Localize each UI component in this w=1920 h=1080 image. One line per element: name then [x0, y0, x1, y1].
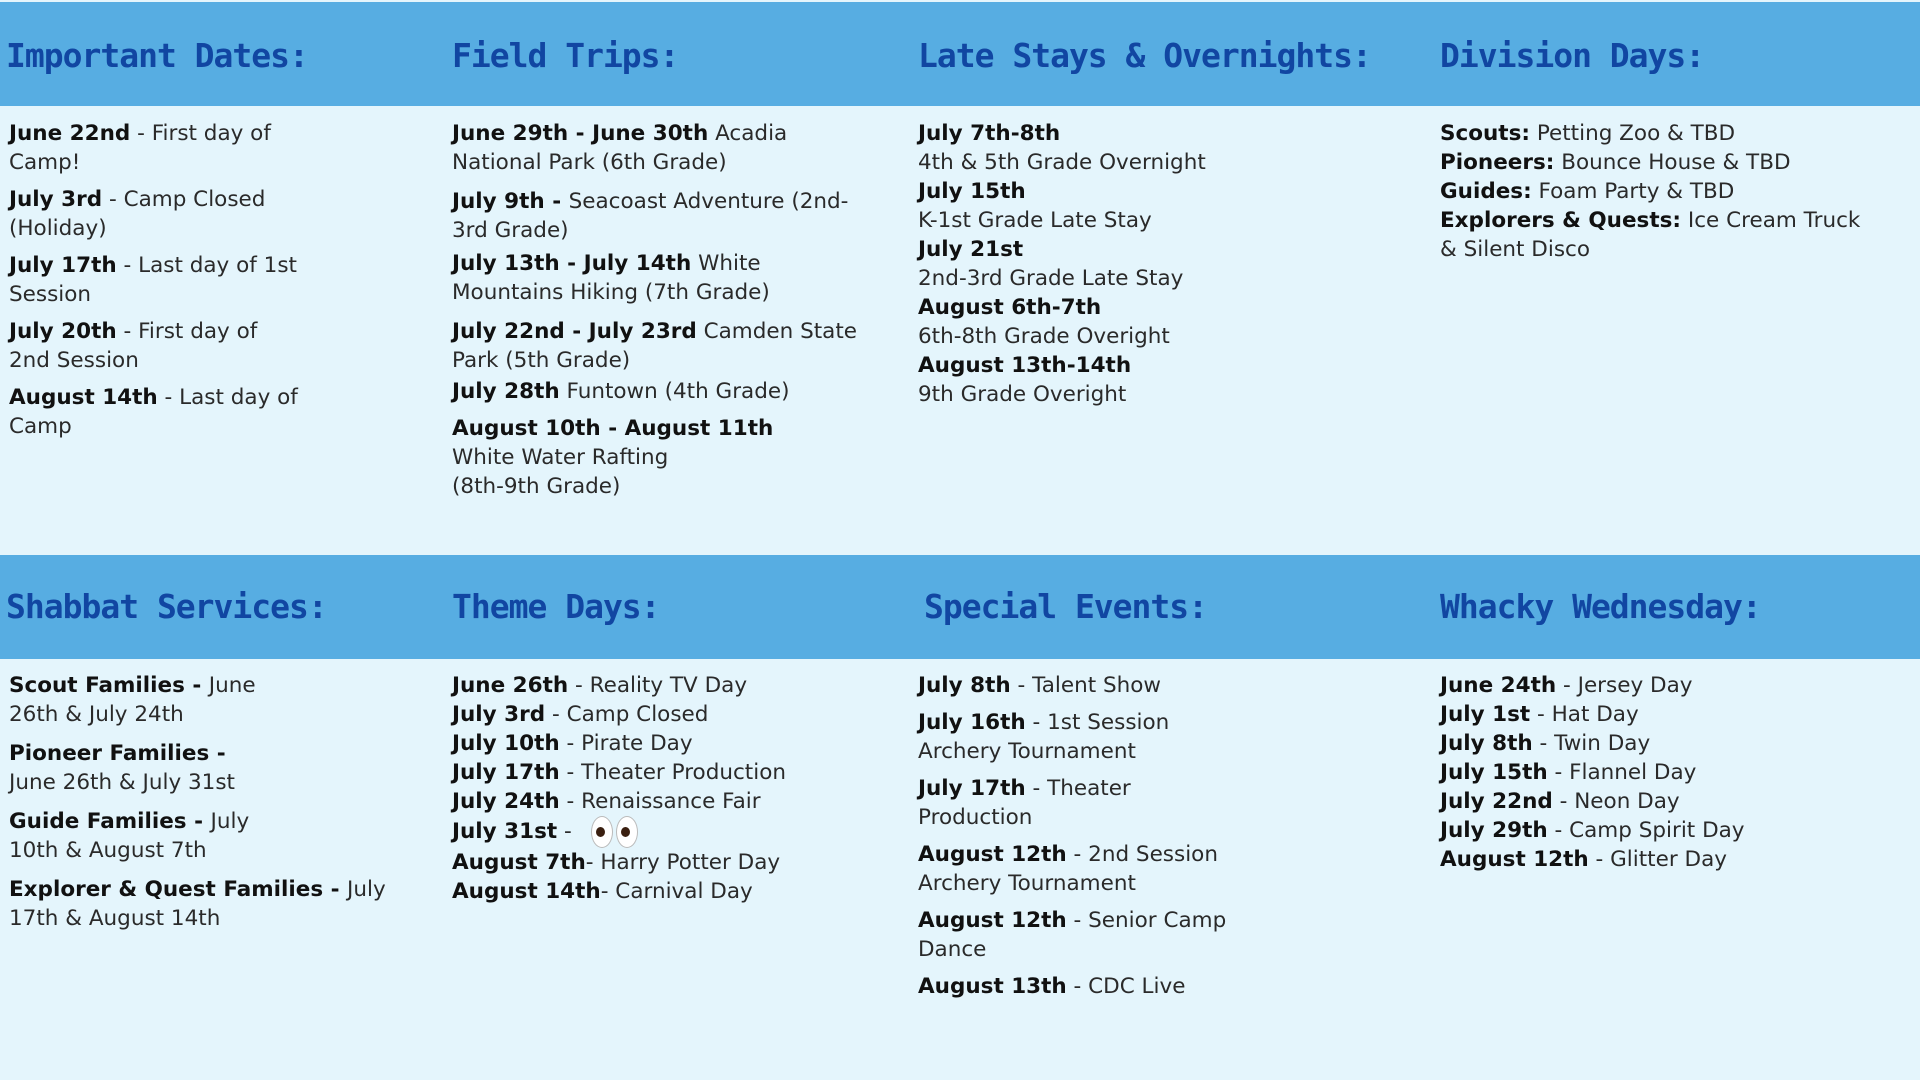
field-trips-heading: Field Trips: [452, 36, 679, 75]
shabbat-services-list [9, 671, 429, 933]
eyes-emoji-icon [591, 816, 641, 848]
list-item: July 17th - Theater Production [918, 776, 1131, 830]
list-item: July 21st 2nd-3rd Grade Late Stay [918, 237, 1184, 291]
list-item: Guide Families - July 10th & August 7th [9, 809, 250, 863]
list-item: Scouts: Petting Zoo & TBD [1440, 121, 1736, 146]
field-trips-list [452, 119, 872, 501]
list-item: July 15th - Flannel Day [1440, 760, 1697, 785]
list-item: August 13th-14th 9th Grade Overight [918, 353, 1132, 407]
list-item: August 12th - 2nd Session Archery Tournament [918, 842, 1218, 896]
special-events-list [918, 671, 1338, 1001]
list-item: June 29th - June 30th Acadia National Park (6th Grade) [452, 121, 788, 175]
list-item: June 26th - Reality TV Day [452, 673, 748, 698]
list-item: Explorer & Quest Families - July 17th & August 14th [9, 877, 386, 931]
list-item: July 7th-8th 4th & 5th Grade Overnight [918, 121, 1206, 175]
list-item: August 7th- Harry Potter Day [452, 850, 781, 875]
list-item: August 10th - August 11th White Water Rafting (8th-9th Grade) [452, 416, 774, 499]
list-item: Pioneers: Bounce House & TBD [1440, 150, 1791, 175]
list-item: August 14th- Carnival Day [452, 879, 753, 904]
important-dates-list [9, 119, 299, 441]
list-item: July 10th - Pirate Day [452, 731, 693, 756]
late-stays-list [918, 119, 1278, 409]
list-item: July 22nd - Neon Day [1440, 789, 1680, 814]
list-item: July 24th - Renaissance Fair [452, 789, 761, 814]
list-item: July 20th - First day of 2nd Session [9, 319, 258, 373]
list-item: August 14th - Last day of Camp [9, 385, 298, 439]
list-item: July 16th - 1st Session Archery Tournament [918, 710, 1170, 764]
theme-days-list [452, 671, 872, 906]
list-item: August 12th - Senior Camp Dance [918, 908, 1227, 962]
list-item: August 12th - Glitter Day [1440, 847, 1727, 872]
list-item: July 9th - Seacoast Adventure (2nd-3rd Grade) [452, 189, 849, 243]
list-item: July 1st - Hat Day [1440, 702, 1639, 727]
list-item: July 17th - Last day of 1st Session [9, 253, 297, 307]
list-item: July 3rd - Camp Closed (Holiday) [9, 187, 266, 241]
important-dates-heading: Important Dates: [6, 36, 308, 75]
list-item: July 3rd - Camp Closed [452, 702, 709, 727]
list-item: August 13th - CDC Live [918, 974, 1186, 999]
list-item: July 28th Funtown (4th Grade) [452, 379, 790, 404]
list-item: July 8th - Talent Show [918, 673, 1161, 698]
list-item: Pioneer Families - June 26th & July 31st [9, 741, 235, 795]
shabbat-services-heading: Shabbat Services: [6, 587, 327, 626]
list-item: July 29th - Camp Spirit Day [1440, 818, 1745, 843]
list-item: July 8th - Twin Day [1440, 731, 1651, 756]
theme-days-heading: Theme Days: [452, 587, 660, 626]
special-events-heading: Special Events: [924, 587, 1208, 626]
whacky-wednesday-heading: Whacky Wednesday: [1440, 587, 1761, 626]
list-item: June 22nd - First day of Camp! [9, 121, 271, 175]
list-item: August 6th-7th 6th-8th Grade Overight [918, 295, 1170, 349]
list-item: July 31st - [452, 816, 872, 848]
list-item: Guides: Foam Party & TBD [1440, 179, 1735, 204]
list-item: July 17th - Theater Production [452, 760, 786, 785]
late-stays-heading: Late Stays & Overnights: [918, 36, 1371, 75]
division-days-list [1440, 119, 1880, 264]
whacky-wednesday-list [1440, 671, 1880, 874]
list-item: July 13th - July 14th White Mountains Hiking (7th Grade) [452, 251, 770, 305]
division-days-heading: Division Days: [1440, 36, 1705, 75]
list-item: Scout Families - June 26th & July 24th [9, 673, 256, 727]
list-item: July 22nd - July 23rd Camden State Park (5th Grade) [452, 319, 857, 373]
list-item: Explorers & Quests: Ice Cream Truck & Silent Disco [1440, 208, 1861, 262]
list-item: June 24th - Jersey Day [1440, 673, 1693, 698]
list-item: July 15th K-1st Grade Late Stay [918, 179, 1152, 233]
